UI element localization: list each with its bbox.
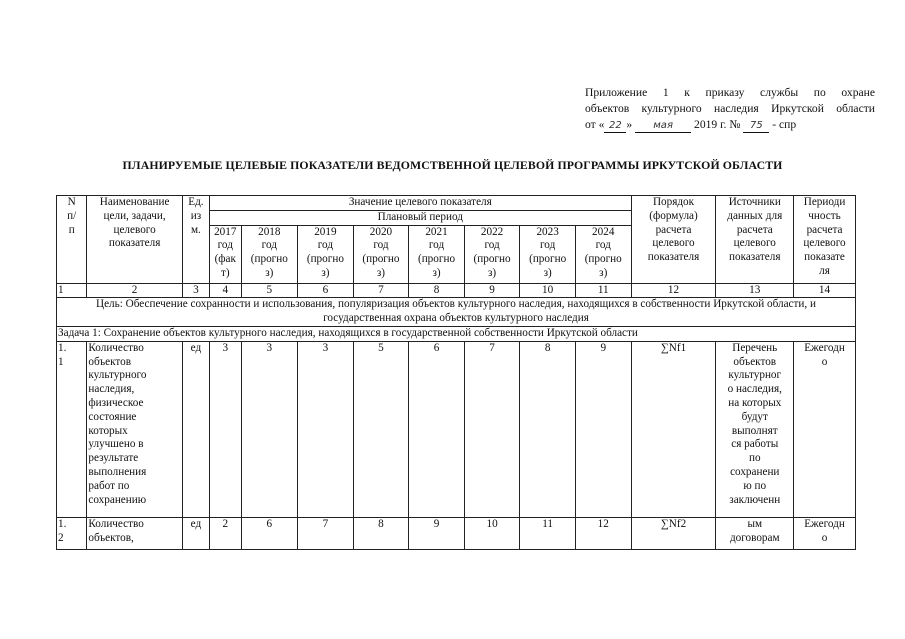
row-value-2022: 10 [464, 517, 520, 549]
col-number: 10 [520, 283, 576, 298]
header-name: Наименование цели, задачи, целевого показателя [87, 196, 182, 284]
handwritten-number: 75 [743, 120, 769, 133]
column-numbers-row [57, 283, 856, 298]
page-title: ПЛАНИРУЕМЫЕ ЦЕЛЕВЫЕ ПОКАЗАТЕЛИ ВЕДОМСТВЕННОЙ ЦЕЛЕВОЙ ПРОГРАММЫ ИРКУТСКОЙ ОБЛАСТИ [122, 158, 783, 172]
col-number: 3 [182, 283, 209, 298]
col-number: 6 [298, 283, 354, 298]
table-row [57, 517, 856, 549]
year-2022: 2022 год (прогно з) [464, 225, 520, 283]
col-number: 5 [241, 283, 298, 298]
goal-row [57, 298, 856, 327]
appendix-date-line [585, 117, 875, 133]
row-value-2024: 9 [575, 341, 631, 517]
goal-text: Цель: Обеспечение сохранности и использования, популяризация объектов культурного наследия, находящихся в собственности Иркутской области, и государственная охрана объектов культурного наследия [57, 298, 856, 327]
row-value-2022: 7 [464, 341, 520, 517]
header-unit: Ед. из м. [182, 196, 209, 284]
row-source: ым договорам [716, 517, 794, 549]
header-order: Порядок (формула) расчета целевого показателя [631, 196, 716, 284]
row-value-2017: 2 [210, 517, 241, 549]
date-prefix: от « [585, 118, 605, 131]
col-number: 11 [575, 283, 631, 298]
table-row [57, 341, 856, 517]
row-formula: ∑Nf1 [631, 341, 716, 517]
row-value-2019: 3 [298, 341, 354, 517]
row-value-2021: 9 [409, 517, 465, 549]
row-value-2020: 8 [353, 517, 409, 549]
year-2017: 2017 год (фак т) [210, 225, 241, 283]
row-name: Количество объектов культурного наследия, физическое состояние которых улучшено в результате выполнения работ по сохранению [87, 341, 182, 517]
indicators-table [56, 195, 856, 550]
date-mid: » [626, 118, 633, 131]
row-value-2023: 8 [520, 341, 576, 517]
col-number: 9 [464, 283, 520, 298]
col-number: 13 [716, 283, 794, 298]
row-value-2021: 6 [409, 341, 465, 517]
appendix-line-2: объектов культурного наследия Иркутской области [585, 102, 875, 115]
col-number: 4 [210, 283, 241, 298]
year-2024: 2024 год (прогно з) [575, 225, 631, 283]
year-2019: 2019 год (прогно з) [298, 225, 354, 283]
date-suffix: 2019 г. № [694, 118, 741, 131]
handwritten-day: 22 [604, 120, 626, 133]
appendix-block [585, 85, 875, 133]
year-2018: 2018 год (прогно з) [241, 225, 298, 283]
row-value-2023: 11 [520, 517, 576, 549]
year-2020: 2020 год (прогно з) [353, 225, 409, 283]
col-number: 1 [57, 283, 87, 298]
row-periodicity: Ежегодн о [794, 341, 856, 517]
col-number: 7 [353, 283, 409, 298]
year-2021: 2021 год (прогно з) [409, 225, 465, 283]
row-value-2018: 6 [241, 517, 298, 549]
number-tail: - спр [772, 118, 797, 131]
row-periodicity: Ежегодн о [794, 517, 856, 549]
header-row-1 [57, 196, 856, 211]
row-unit: ед [182, 341, 209, 517]
header-num: N п/ п [57, 196, 87, 284]
col-number: 2 [87, 283, 182, 298]
row-value-2020: 5 [353, 341, 409, 517]
appendix-line-1: Приложение 1 к приказу службы по охране [585, 86, 875, 99]
row-unit: ед [182, 517, 209, 549]
task-row [57, 326, 856, 341]
header-periodicity: Периоди чность расчета целевого показате ля [794, 196, 856, 284]
row-num: 1. 2 [57, 517, 87, 549]
row-formula: ∑Nf2 [631, 517, 716, 549]
header-sources: Источники данных для расчета целевого показателя [716, 196, 794, 284]
row-value-2018: 3 [241, 341, 298, 517]
year-2023: 2023 год (прогно з) [520, 225, 576, 283]
col-number: 14 [794, 283, 856, 298]
row-value-2019: 7 [298, 517, 354, 549]
task-text: Задача 1: Сохранение объектов культурного наследия, находящихся в государственной собственности Иркутской области [57, 326, 856, 341]
row-value-2024: 12 [575, 517, 631, 549]
header-period: Плановый период [210, 210, 632, 225]
row-num: 1. 1 [57, 341, 87, 517]
row-source: Перечень объектов культурног о наследия, на которых будут выполнят ся работы по сохранени ю по заключенн [716, 341, 794, 517]
col-number: 12 [631, 283, 716, 298]
row-name: Количество объектов, [87, 517, 182, 549]
header-value: Значение целевого показателя [210, 196, 632, 211]
col-number: 8 [409, 283, 465, 298]
row-value-2017: 3 [210, 341, 241, 517]
handwritten-month: мая [635, 120, 691, 133]
